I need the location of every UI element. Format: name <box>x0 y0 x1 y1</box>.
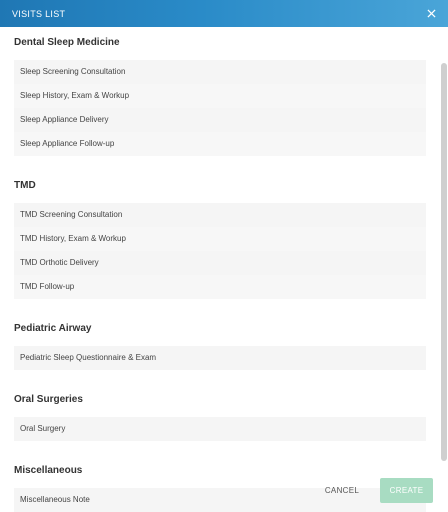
section-dental-sleep-medicine <box>14 35 426 156</box>
section-title: Miscellaneous <box>14 465 83 476</box>
visit-item[interactable]: TMD History, Exam & Workup <box>14 227 426 251</box>
section-title: Dental Sleep Medicine <box>14 37 120 48</box>
section-title: TMD <box>14 180 36 191</box>
scrollbar[interactable] <box>441 63 447 461</box>
visit-item[interactable]: TMD Follow-up <box>14 275 426 299</box>
visit-item[interactable]: Sleep Appliance Delivery <box>14 108 426 132</box>
visit-item[interactable]: Miscellaneous Note <box>14 488 426 512</box>
cancel-button[interactable]: CANCEL <box>318 482 366 500</box>
visit-item[interactable]: Pediatric Sleep Questionnaire & Exam <box>14 346 426 370</box>
visit-item[interactable]: Sleep History, Exam & Workup <box>14 84 426 108</box>
visit-item[interactable]: Oral Surgery <box>14 417 426 441</box>
section-tmd <box>14 178 426 299</box>
visit-item[interactable]: TMD Screening Consultation <box>14 203 426 227</box>
section-title: Pediatric Airway <box>14 323 92 334</box>
visit-item[interactable]: Sleep Screening Consultation <box>14 60 426 84</box>
dialog-title: VISITS LIST <box>12 8 66 19</box>
section-pediatric-airway <box>14 321 426 370</box>
create-button[interactable]: CREATE <box>380 478 433 503</box>
visit-item[interactable]: Sleep Appliance Follow-up <box>14 132 426 156</box>
visit-item[interactable]: TMD Orthotic Delivery <box>14 251 426 275</box>
dialog-header <box>0 0 448 27</box>
close-icon[interactable] <box>424 7 438 21</box>
section-oral-surgeries <box>14 392 426 441</box>
section-title: Oral Surgeries <box>14 394 83 405</box>
dialog-footer <box>0 475 448 505</box>
